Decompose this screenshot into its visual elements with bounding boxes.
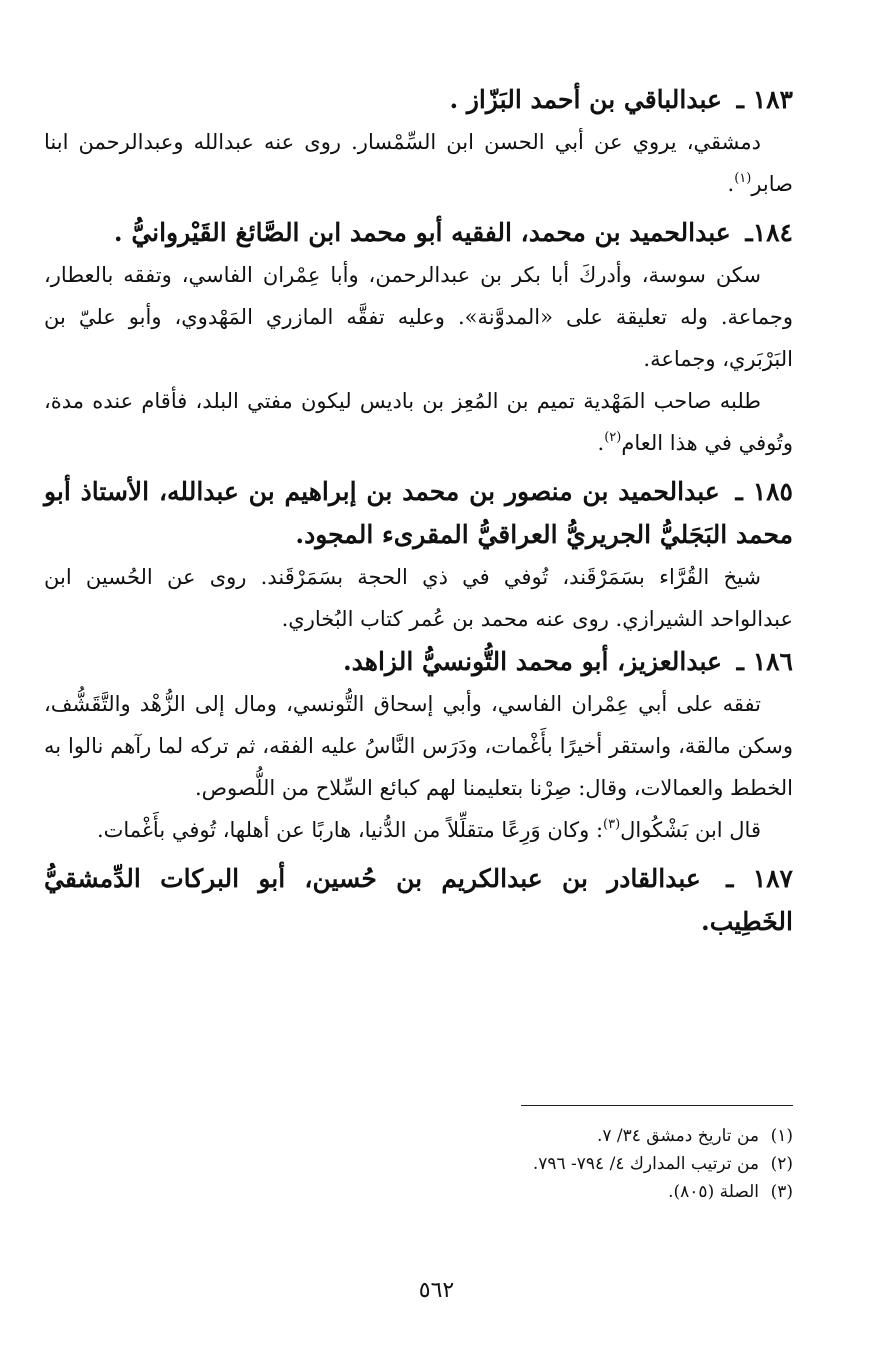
entry-paragraph [44,254,793,380]
footnote-text: الصلة (٨٠٥). [668,1182,759,1202]
entry-number: ١٨٧ ـ [726,864,793,893]
entry-title: عبدالعزيز، أبو محمد التُّونسيُّ الزاهد. [342,647,722,676]
footnote-number: (١) [770,1126,793,1146]
footnote-item [44,1178,793,1206]
entry-number: ١٨٥ ـ [735,477,793,506]
entry-title: عبدالحميد بن منصور بن محمد بن إبراهيم بن عبدالله، الأستاذ أبو محمد البَجَليُّ الجريريُّ العراقيُّ المقرىء المجود. [44,477,793,549]
paragraph-text: طلبه صاحب المَهْدية تميم بن المُعِز بن باديس ليكون مفتي البلد، فأقام عنده مدة، وتُوفي في هذا العام [44,389,793,455]
entry-paragraph [44,121,793,205]
entry-paragraph [44,380,793,464]
paragraph-text: دمشقي، يروي عن أبي الحسن ابن السِّمْسار. روى عنه عبدالله وعبدالرحمن ابنا صابر [44,130,793,196]
page-number: ٥٦٢ [418,1278,455,1303]
entry-heading [44,470,793,556]
entry-heading [44,640,793,683]
entry-number: ١٨٦ ـ [736,647,793,676]
paragraph-text: شيخ القُرَّاء بسَمَرْقَند، تُوفي في ذي الحجة بسَمَرْقَند. روى عن الحُسين ابن عبدالواحد الشيرازي. روى عنه محمد بن عُمر كتاب البُخاري. [44,565,793,631]
entry-title: عبدالقادر بن عبدالكريم بن حُسين، أبو البركات الدِّمشقيُّ الخَطِيب. [44,864,793,936]
entry-number: ١٨٣ ـ [736,85,793,114]
entry-paragraph [44,556,793,640]
entry-number: ١٨٤ـ [745,218,793,247]
footnote-text: من تاريخ دمشق ٣٤/ ٧. [596,1126,759,1146]
entry-paragraph [44,683,793,809]
footnote-ref[interactable]: (١) [734,171,752,186]
footnote-item [44,1122,793,1150]
page-body [44,78,793,943]
entry-heading [44,78,793,121]
footnote-ref[interactable]: (٣) [603,817,621,832]
entry-title: عبدالباقي بن أحمد البَزّاز . [449,85,722,114]
footnote-item [44,1150,793,1178]
paragraph-text-tail: . [727,172,735,196]
entry-paragraph [44,809,793,851]
paragraph-text: قال ابن بَشْكُوال [620,818,761,842]
paragraph-text: سكن سوسة، وأدركَ أبا بكر بن عبدالرحمن، وأبا عِمْران الفاسي، وتفقه بالعطار، وجماعة. وله تعليقة على «المدوَّنة». وعليه تفقَّه المازري المَهْدوي، وأبو عليّ بن البَرْبَري، وجماعة. [44,263,793,371]
paragraph-text-tail: . [597,431,605,455]
entry-heading [44,857,793,943]
footnote-number: (٢) [770,1154,793,1174]
footnotes [44,1122,793,1206]
footnote-number: (٣) [770,1182,793,1202]
entry-title: عبدالحميد بن محمد، الفقيه أبو محمد ابن الصَّائغ القَيْروانيُّ . [113,218,731,247]
footnote-ref[interactable]: (٢) [604,430,622,445]
footnote-divider [521,1105,793,1106]
paragraph-text: تفقه على أبي عِمْران الفاسي، وأبي إسحاق التُّونسي، ومال إلى الزُّهْد والتَّقَشُّف، وسكن مالقة، واستقر أخيرًا بأَغْمات، ودَرَس النَّاسُ عليه الفقه، ثم تركه لما رآهم نالوا به الخطط والعمالات، وقال: صِرْنا بتعليمنا لهم كبائع السِّلاح من اللُّصوص. [44,692,793,800]
entry-heading [44,211,793,254]
footnote-text: من ترتيب المدارك ٤/ ٧٩٤- ٧٩٦. [532,1154,759,1174]
paragraph-text-tail: : وكان وَرِعًا متقلِّلاً من الدُّنيا، هاربًا عن أهلها، تُوفي بأَغْمات. [96,818,604,842]
